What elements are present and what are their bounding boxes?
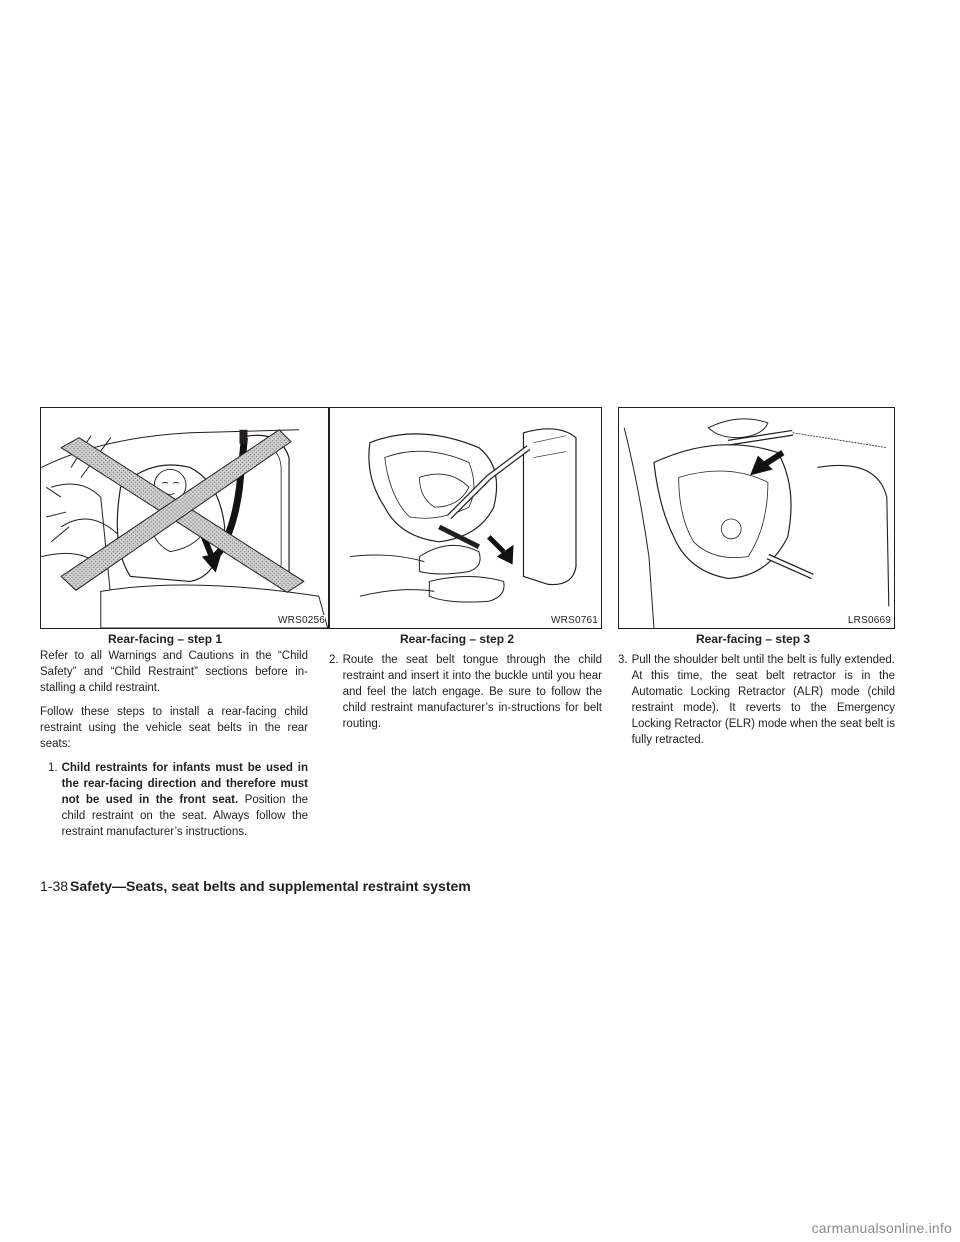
- watermark: carmanualsonline.info: [811, 1220, 952, 1236]
- step-warning: Child restraints for infants must be used in the rear-facing direction and therefore must not be used in the front seat.: [61, 762, 308, 806]
- step-text: Route the seat belt tongue through the child restraint and insert it into the buckle until you hear and feel the latch engage. Be sure to follow the child restraint manufacturer’s in-structions for belt routing.: [342, 654, 602, 730]
- step-number: 1.: [48, 762, 58, 774]
- page-number: 1-38: [40, 878, 69, 894]
- figure-rear-facing-step-1: [40, 407, 329, 629]
- figure-code: WRS0256: [275, 615, 325, 627]
- text-column-2: [329, 652, 602, 732]
- section-title: Safety—Seats, seat belts and supplemental restraint system: [70, 878, 471, 894]
- figure-rear-facing-step-3: [618, 407, 895, 629]
- text-column-1: [40, 648, 308, 840]
- intro-paragraph: Follow these steps to install a rear-facing child restraint using the vehicle seat belts in the rear seats:: [40, 706, 308, 750]
- step-3: [618, 652, 895, 748]
- illustration-front-seat-infant: [41, 408, 328, 628]
- step-number: 2.: [329, 654, 339, 666]
- illustration-pull-shoulder-belt: [619, 408, 894, 628]
- step-body: [62, 760, 308, 840]
- arrow-diagonal-icon: [489, 537, 514, 565]
- illustration-buckle-insert: [330, 408, 601, 628]
- figure-caption: Rear-facing – step 3: [696, 632, 811, 646]
- figure-code: LRS0669: [845, 615, 891, 627]
- figure-caption: Rear-facing – step 1: [108, 632, 223, 646]
- intro-paragraph: Refer to all Warnings and Cautions in the “Child Safety” and “Child Restraint” sections before in-stalling a child restraint.: [40, 650, 308, 694]
- figure-code: WRS0761: [548, 615, 598, 627]
- step-number: 3.: [618, 654, 628, 666]
- step-1: [40, 760, 308, 840]
- page-footer: [40, 877, 471, 895]
- figure-caption: Rear-facing – step 2: [400, 632, 515, 646]
- step-2: [329, 652, 602, 732]
- step-text: Position the child restraint on the seat. Always follow the restraint manufacturer’s instructions.: [61, 794, 308, 838]
- figure-rear-facing-step-2: [329, 407, 602, 629]
- text-column-3: [618, 652, 895, 748]
- step-text: Pull the shoulder belt until the belt is fully extended. At this time, the seat belt retractor is in the Automatic Locking Retractor (ALR) mode (child restraint mode). It reverts to the Emergency Locking Retractor (ELR) mode when the seat belt is fully retracted.: [631, 654, 895, 746]
